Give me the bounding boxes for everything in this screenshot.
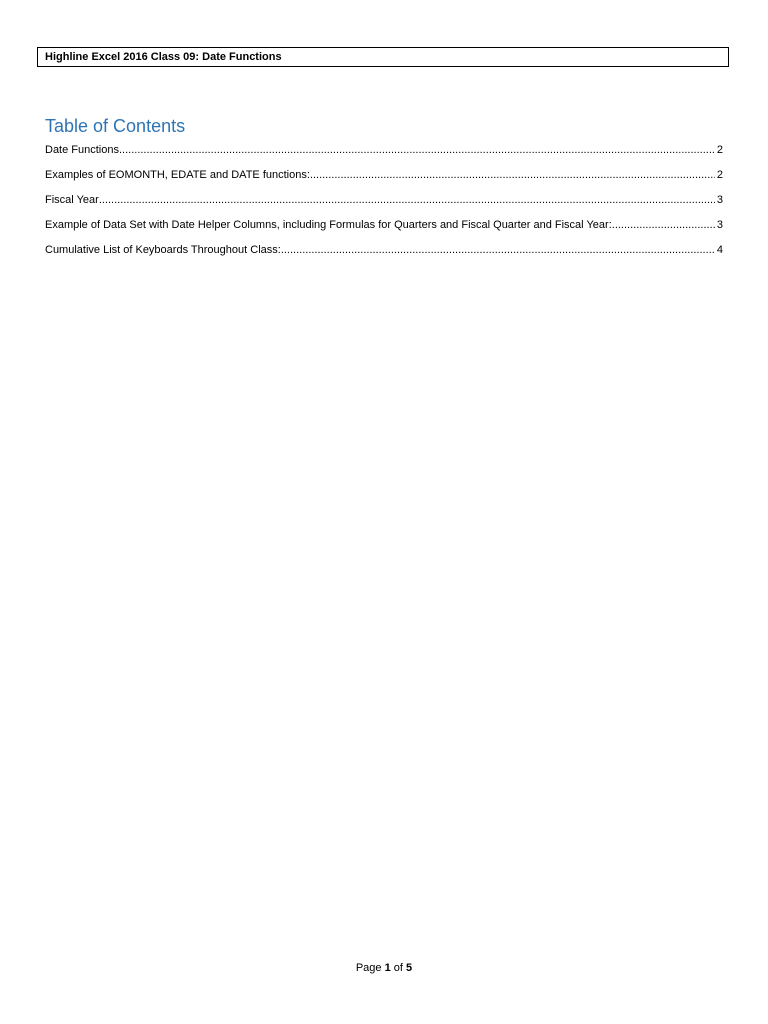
toc-heading: Table of Contents [45, 116, 186, 136]
toc-entry-date-helper-columns[interactable] [45, 218, 723, 243]
toc-dot-leader [310, 168, 715, 183]
footer-current-page: 1 [384, 962, 391, 974]
toc-page-number: 4 [716, 244, 723, 256]
toc-entry-date-functions[interactable] [45, 143, 723, 168]
toc-page-number: 3 [716, 219, 723, 231]
toc-entry-fiscal-year[interactable] [45, 193, 723, 218]
toc-entry-label: Example of Data Set with Date Helper Columns, including Formulas for Quarters and Fiscal Quarter and Fiscal Year: [45, 219, 612, 231]
footer-page-prefix: Page [355, 962, 385, 974]
page-footer [0, 961, 768, 976]
toc-entry-eomonth-edate-date[interactable] [45, 168, 723, 193]
toc-page-number: 3 [716, 194, 723, 206]
document-header [37, 47, 729, 67]
table-of-contents [45, 143, 723, 268]
toc-entry-keyboards-list[interactable] [45, 243, 723, 268]
footer-total-pages: 5 [406, 962, 413, 974]
toc-entry-label: Cumulative List of Keyboards Throughout Class: [45, 244, 281, 256]
toc-page-number: 2 [716, 144, 723, 156]
toc-entry-label: Fiscal Year [45, 194, 99, 206]
toc-dot-leader [99, 193, 715, 208]
header-title: Highline Excel 2016 Class 09: Date Functions [45, 51, 282, 63]
toc-dot-leader [281, 243, 715, 258]
toc-dot-leader [119, 143, 715, 158]
footer-page-separator: of [390, 962, 407, 974]
toc-entry-label: Examples of EOMONTH, EDATE and DATE functions: [45, 169, 310, 181]
toc-dot-leader [612, 218, 715, 233]
toc-entry-label: Date Functions [45, 144, 119, 156]
toc-page-number: 2 [716, 169, 723, 181]
